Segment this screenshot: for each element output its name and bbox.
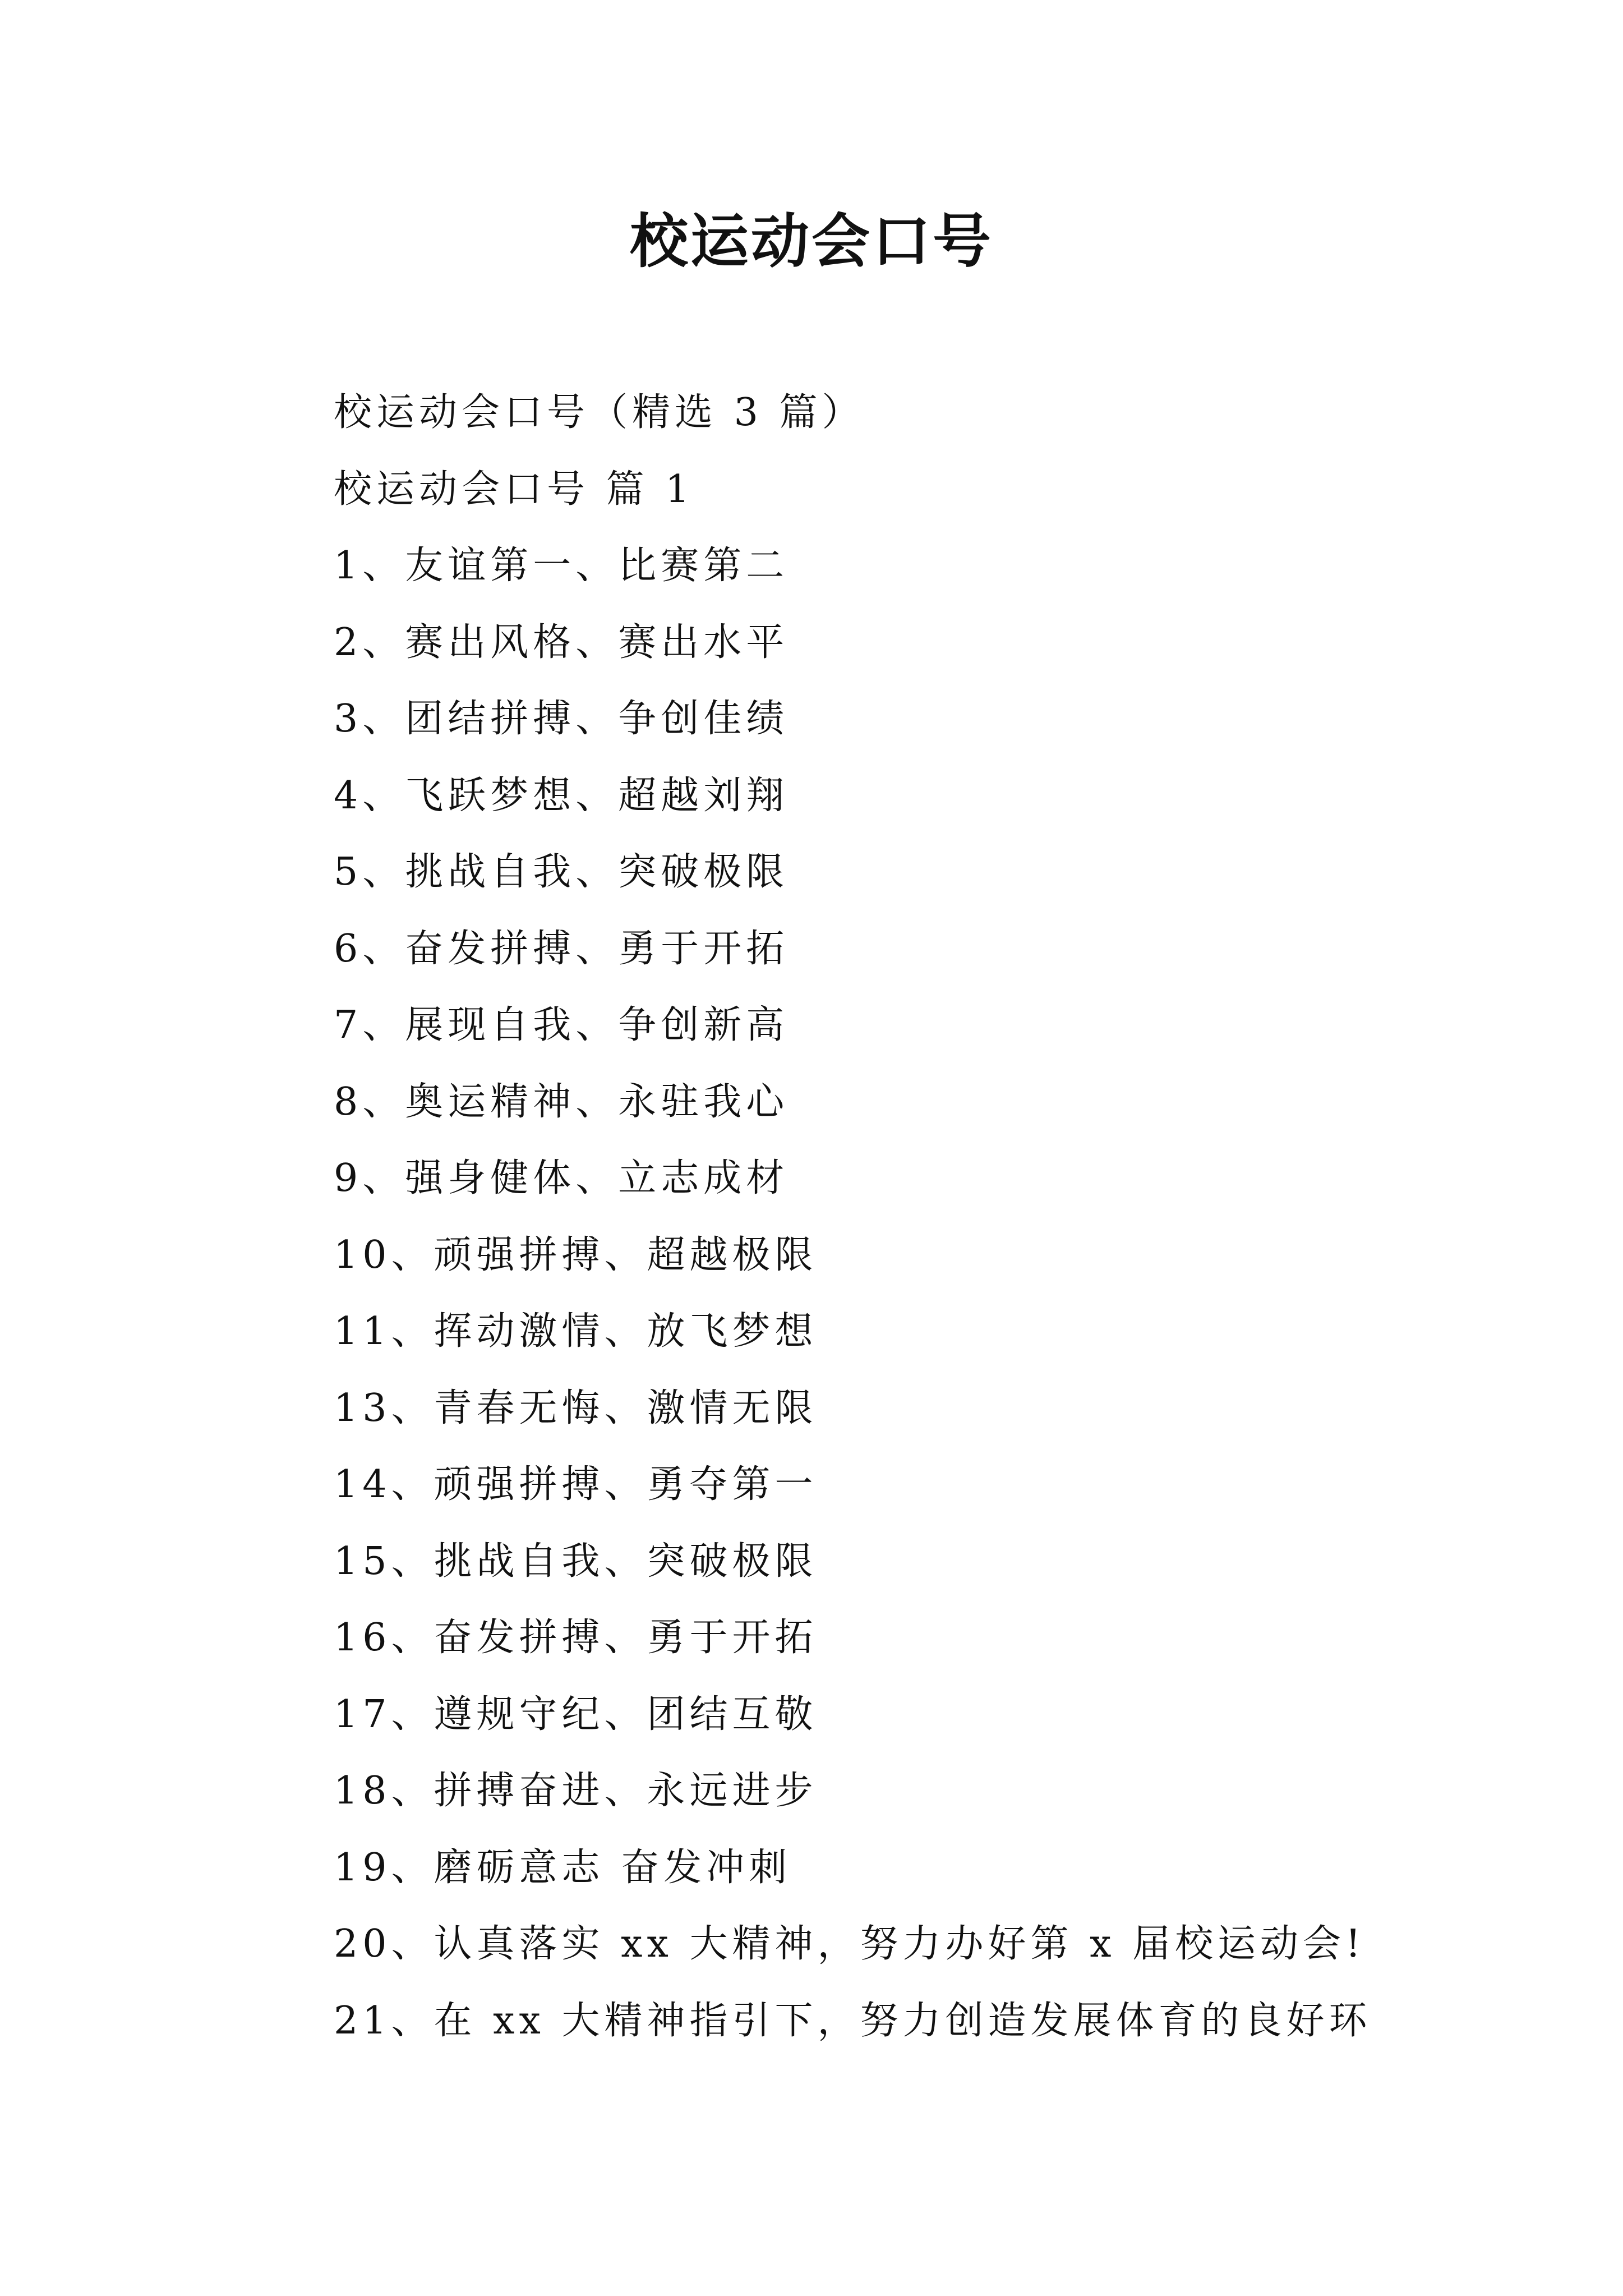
document-body	[334, 375, 1455, 2059]
slogan-item: 8、奥运精神、永驻我心	[334, 1079, 789, 1124]
slogan-item: 1、友谊第一、比赛第二	[334, 544, 789, 588]
slogan-item: 14、顽强拼搏、勇夺第一	[334, 1462, 818, 1507]
slogan-item: 2、赛出风格、赛出水平	[334, 620, 789, 665]
slogan-item: 11、挥动激情、放飞梦想	[334, 1309, 818, 1354]
slogan-item: 15、挑战自我、突破极限	[334, 1539, 818, 1584]
slogan-item: 18、拼搏奋进、永远进步	[334, 1769, 818, 1813]
slogan-item: 4、飞跃梦想、超越刘翔	[334, 773, 789, 818]
document-title: 校运动会口号	[629, 207, 993, 275]
slogan-item: 19、磨砺意志 奋发冲刺	[334, 1845, 792, 1890]
slogan-item: 17、遵规守纪、团结互敬	[334, 1692, 818, 1737]
slogan-item: 9、强身健体、立志成材	[334, 1156, 789, 1200]
slogan-item: 16、奋发拼搏、勇于开拓	[334, 1616, 818, 1660]
slogan-item: 5、挑战自我、突破极限	[334, 850, 789, 894]
slogan-list	[334, 528, 1455, 2059]
slogan-item: 13、青春无悔、激情无限	[334, 1386, 818, 1430]
document-subtitle: 校运动会口号（精选 3 篇）	[334, 390, 865, 435]
slogan-item: 6、奋发拼搏、勇于开拓	[334, 926, 789, 971]
section-heading: 校运动会口号 篇 1	[334, 467, 694, 512]
slogan-item: 10、顽强拼搏、超越极限	[334, 1232, 818, 1277]
slogan-item: 7、展现自我、争创新高	[334, 1003, 789, 1047]
slogan-item: 3、团结拼搏、争创佳绩	[334, 697, 789, 741]
slogan-item: 21、在 xx 大精神指引下，努力创造发展体育的良好环	[334, 1998, 1372, 2043]
slogan-item: 20、认真落实 xx 大精神，努力办好第 x 届校运动会!	[334, 1922, 1366, 1966]
